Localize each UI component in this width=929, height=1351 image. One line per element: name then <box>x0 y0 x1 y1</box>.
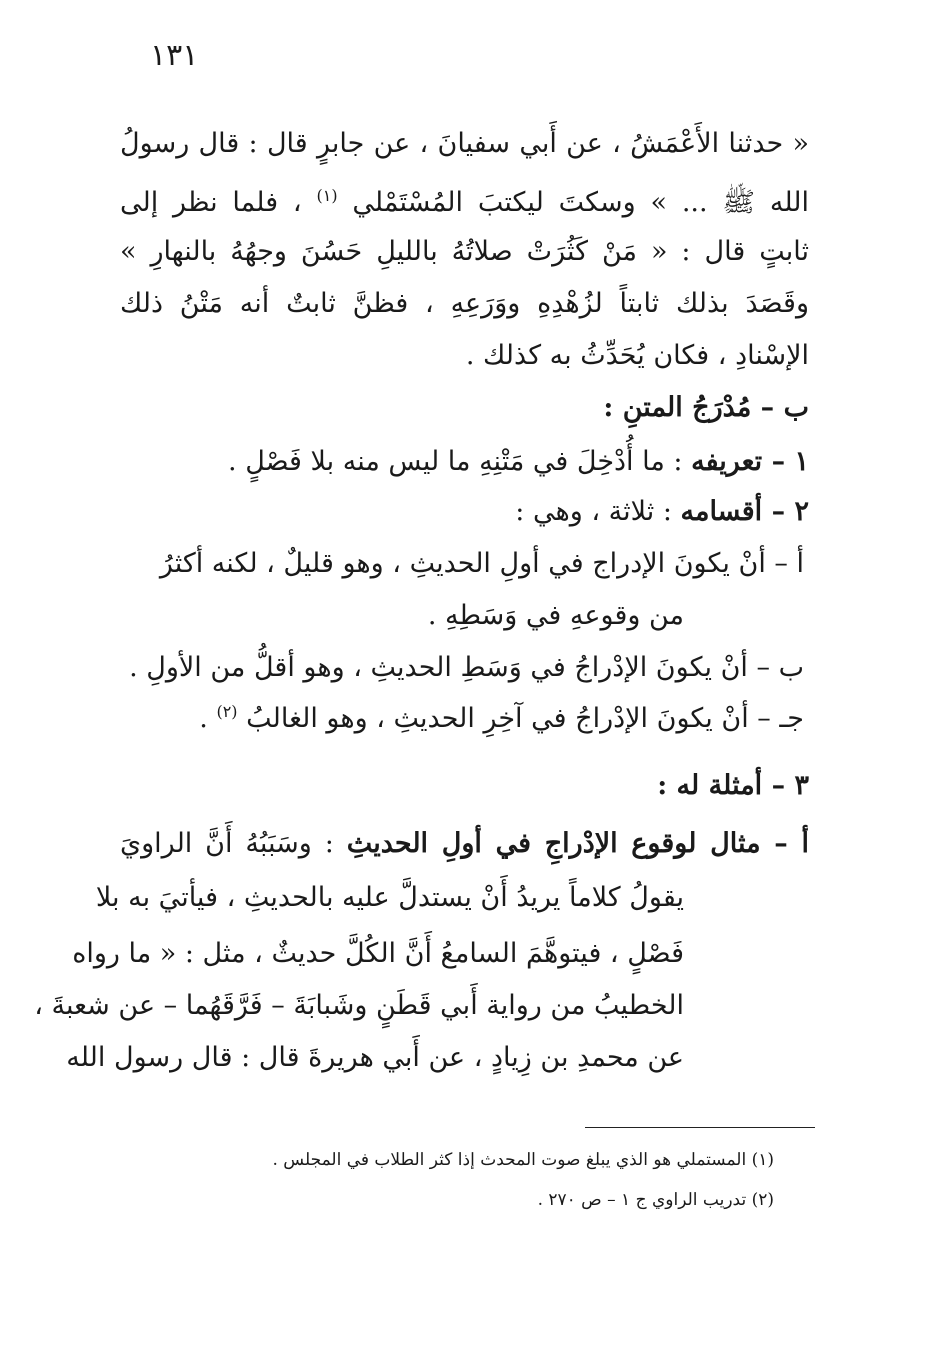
example-a-line-4: الخطيبُ من رواية أَبي قَطَنٍ وشَبابَةَ – فَرَّقَهُما – عن شعبةَ ، <box>34 990 684 1021</box>
body-line-1: « حدثنا الأَعْمَشُ ، عن أَبي سفيانَ ، عن جابرٍ قال : قال رسولُ <box>120 128 809 159</box>
types-text: : ثلاثة ، وهي : <box>515 496 672 527</box>
type-b-line: ب – أنْ يكونَ الإدْراجُ في وَسَطِ الحديثِ ، وهو أقلُّ من الأولِ . <box>129 652 804 683</box>
type-c-text: جـ – أنْ يكونَ الإدْراجُ في آخِرِ الحديثِ ، وهو الغالبُ <box>246 703 804 734</box>
footnote-ref-2: (٢) <box>216 702 238 721</box>
example-a-line-3: فَصْلٍ ، فيتوهَّمَ السامعُ أَنَّ الكُلَّ حديثٌ ، مثل : « ما رواه <box>72 938 684 969</box>
body-line-2-part-2: ، فلما نظر إلى <box>120 187 302 218</box>
body-line-3: ثابتٍ قال : « مَنْ كَثُرَتْ صلاتُهُ بالليلِ حَسُنَ وجهُهُ بالنهارِ » <box>120 236 809 267</box>
footnote-2: (٢) تدريب الراوي ج ١ – ص ٢٧٠ . <box>537 1190 774 1210</box>
body-line-4: وقَصَدَ بذلك ثابتاً لزُهْدِهِ ووَرَعِهِ ، فظنَّ ثابتٌ أنه مَتْنُ ذلك <box>120 288 809 319</box>
type-a-line-2: من وقوعهِ في وَسَطِهِ . <box>427 600 684 631</box>
definition-label: ١ – تعريفه <box>691 446 809 477</box>
body-line-5: الإسْنادِ ، فكان يُحَدِّثُ به كذلك . <box>465 340 809 371</box>
example-a-line-1 <box>120 828 809 860</box>
footnote-separator <box>585 1127 815 1128</box>
definition-text: : ما أُدْخِلَ في مَتْنِهِ ما ليس منه بلا فَصْلٍ . <box>228 446 683 477</box>
type-a-line-1: أ – أنْ يكونَ الإدراج في أولِ الحديثِ ، وهو قليلٌ ، لكنه أكثرُ <box>159 548 804 579</box>
examples-heading: ٣ – أمثلة له : <box>657 770 809 801</box>
body-line-2-part-1: الله ﷺ ... » وسكتَ ليكتبَ المُسْتَمْلي <box>352 187 809 218</box>
types-line <box>120 496 809 528</box>
example-a-line-2: يقولُ كلاماً يريدُ أَنْ يستدلَّ عليه بالحديثِ ، فيأتيَ به بلا <box>95 882 684 913</box>
type-c-end: . <box>199 703 208 734</box>
section-heading: ب – مُدْرَجُ المتنِ : <box>603 392 809 423</box>
footnote-1: (١) المستملي هو الذي يبلغ صوت المحدث إذا كثر الطلاب في المجلس . <box>272 1150 774 1170</box>
definition-line <box>120 446 809 478</box>
example-a-line-5: عن محمدِ بن زِيادٍ ، عن أَبي هريرةَ قال : قال رسول الله <box>66 1042 684 1073</box>
example-a-heading: أ – مثال لوقوع الإدْراجِ في أولِ الحديثِ <box>346 828 810 859</box>
body-line-2 <box>120 186 809 219</box>
types-label: ٢ – أقسامه <box>680 496 809 527</box>
type-c-line <box>120 702 804 735</box>
page-number: ١٣١ <box>150 38 199 73</box>
footnote-ref-1: (١) <box>316 186 338 205</box>
example-a-text-1: : وسَبَبُهُ أَنَّ الراويَ <box>120 828 334 859</box>
